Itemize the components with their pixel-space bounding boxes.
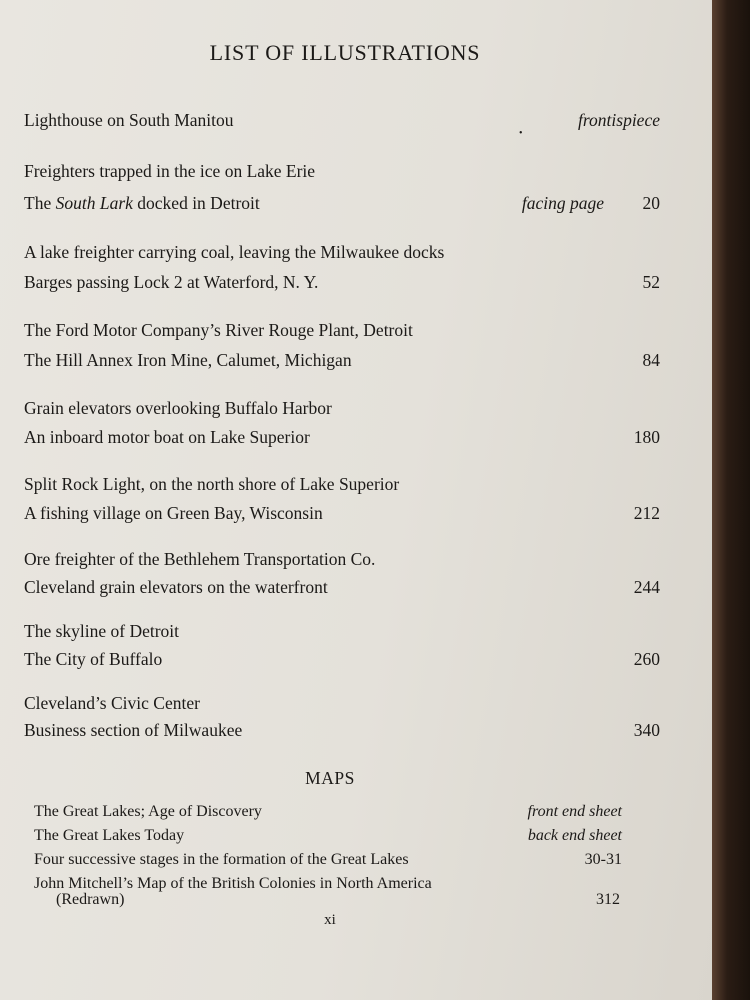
illustration-caption: Business section of Milwaukee <box>24 720 243 740</box>
list-item <box>24 621 660 645</box>
list-item <box>24 693 660 717</box>
facing-page-label: facing page <box>521 193 604 213</box>
list-item <box>24 503 660 527</box>
illustration-caption: Grain elevators overlooking Buffalo Harbor <box>24 398 332 418</box>
list-item <box>24 577 660 601</box>
ink-speck: • <box>519 128 523 139</box>
page-number: 244 <box>633 577 660 597</box>
list-item <box>24 720 660 744</box>
page-number: 180 <box>633 427 660 447</box>
book-edge <box>712 0 750 1000</box>
illustration-caption: Barges passing Lock 2 at Waterford, N. Y. <box>24 272 319 292</box>
list-item <box>24 474 660 498</box>
map-caption: The Great Lakes Today <box>34 827 185 844</box>
illustration-caption: The Ford Motor Company’s River Rouge Plant, Detroit <box>24 320 413 340</box>
illustration-caption: The Hill Annex Iron Mine, Calumet, Michigan <box>24 350 352 370</box>
list-item <box>24 398 660 422</box>
illustration-caption: Freighters trapped in the ice on Lake Erie <box>24 161 316 181</box>
frontispiece-label: frontispiece <box>578 110 660 130</box>
list-item <box>24 161 660 185</box>
list-item <box>24 350 660 374</box>
illustration-caption: An inboard motor boat on Lake Superior <box>24 427 310 447</box>
list-item <box>24 427 660 451</box>
page-number: 260 <box>633 649 660 669</box>
map-item <box>34 891 622 913</box>
map-location: 312 <box>596 891 620 908</box>
map-item <box>34 803 622 825</box>
map-item <box>34 827 622 849</box>
illustration-caption: A fishing village on Green Bay, Wisconsin <box>24 503 323 523</box>
page-title: LIST OF ILLUSTRATIONS <box>209 40 481 65</box>
list-item <box>24 649 660 673</box>
map-caption: John Mitchell’s Map of the British Colonies in North America <box>34 875 432 892</box>
map-location: back end sheet <box>527 827 622 844</box>
illustration-caption: Ore freighter of the Bethlehem Transportation Co. <box>24 549 376 569</box>
illustration-caption: The South Lark docked in Detroit <box>24 193 260 213</box>
page-number: 212 <box>633 503 660 523</box>
list-item <box>24 272 660 296</box>
page-number: 84 <box>642 350 660 370</box>
page-number: 20 <box>642 193 660 213</box>
list-item <box>24 549 660 573</box>
list-item-frontispiece <box>24 110 660 134</box>
illustration-caption: Cleveland grain elevators on the waterfront <box>24 577 328 597</box>
illustration-caption: Cleveland’s Civic Center <box>24 693 200 713</box>
list-item <box>24 193 660 217</box>
illustration-caption: Lighthouse on South Manitou <box>24 110 234 130</box>
list-item <box>24 242 660 266</box>
list-item <box>24 320 660 344</box>
map-item <box>34 851 622 873</box>
maps-heading: MAPS <box>305 768 355 788</box>
map-location: 30-31 <box>584 851 622 868</box>
illustration-caption: The skyline of Detroit <box>24 621 180 641</box>
page-number: 52 <box>642 272 660 292</box>
map-caption: The Great Lakes; Age of Discovery <box>34 803 262 820</box>
illustration-caption: The City of Buffalo <box>24 649 163 669</box>
map-subcaption: (Redrawn) <box>56 891 125 908</box>
map-location: front end sheet <box>527 803 622 820</box>
page-folio: xi <box>324 912 336 928</box>
illustration-caption: Split Rock Light, on the north shore of Lake Superior <box>24 474 400 494</box>
illustration-caption: A lake freighter carrying coal, leaving the Milwaukee docks <box>24 242 445 262</box>
map-caption: Four successive stages in the formation of the Great Lakes <box>34 851 409 868</box>
page-number: 340 <box>633 720 660 740</box>
